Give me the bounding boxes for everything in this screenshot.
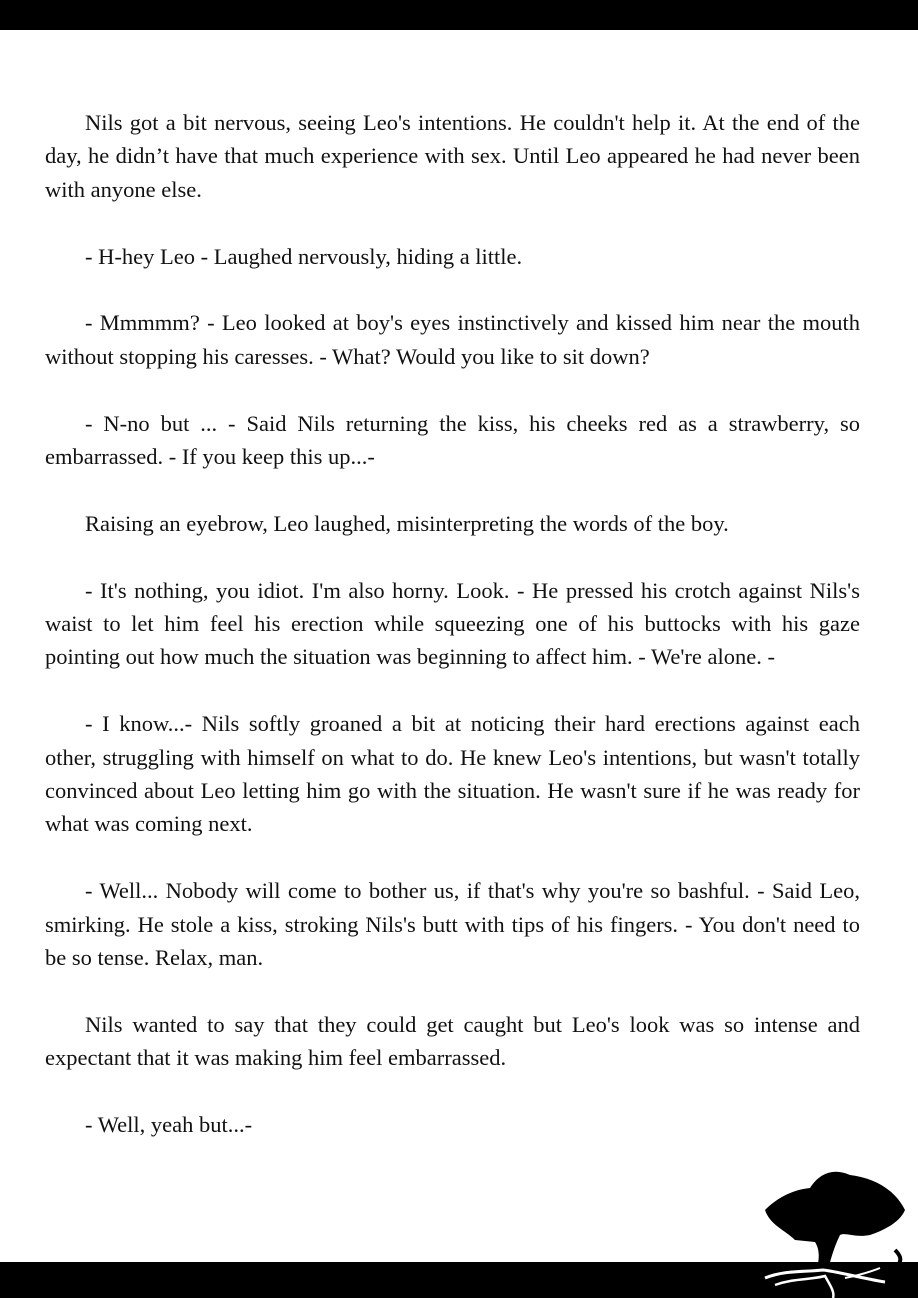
paragraph: - Well... Nobody will come to bother us, if that's why you're so bashful. - Said Leo, smirking. He stole a kiss, stroking Nils's butt with tips of his fingers. - You don't need to be so tense. Relax, man. — [45, 878, 860, 971]
paragraph: Raising an eyebrow, Leo laughed, misinterpreting the words of the boy. — [85, 510, 729, 536]
paragraph: - H-hey Leo - Laughed nervously, hiding a little. — [85, 243, 523, 269]
paragraph: Nils wanted to say that they could get caught but Leo's look was so intense and expectant that it was making him feel embarrassed. — [45, 1011, 860, 1071]
paragraph: Nils got a bit nervous, seeing Leo's intentions. He couldn't help it. At the end of the day, he didn’t have that much experience with sex. Until Leo appeared he had never been with anyone else. — [45, 110, 860, 202]
paragraph: - N-no but ... - Said Nils returning the kiss, his cheeks red as a strawberry, so embarrassed. - If you keep this up...- — [45, 410, 860, 470]
paragraph: - It's nothing, you idiot. I'm also horny. Look. - He pressed his crotch against Nils's waist to let him feel his erection while squeezing one of his buttocks with his gaze pointing out how much the situation was beginning to affect him. - We're alone. - — [45, 577, 860, 670]
top-border — [0, 0, 918, 30]
paragraph: - Well, yeah but...- — [85, 1112, 253, 1138]
page-body — [45, 106, 860, 1175]
paragraph: - Mmmmm? - Leo looked at boy's eyes instinctively and kissed him near the mouth without stopping his caresses. - What? Would you like to sit down? — [45, 310, 860, 369]
tree-icon — [735, 1160, 918, 1298]
paragraph: - I know...- Nils softly groaned a bit at noticing their hard erections against each other, struggling with himself on what to do. He knew Leo's intentions, but wasn't totally convinced about Leo letting him go with the situation. He wasn't sure if he was ready for what was coming next. — [45, 711, 860, 837]
